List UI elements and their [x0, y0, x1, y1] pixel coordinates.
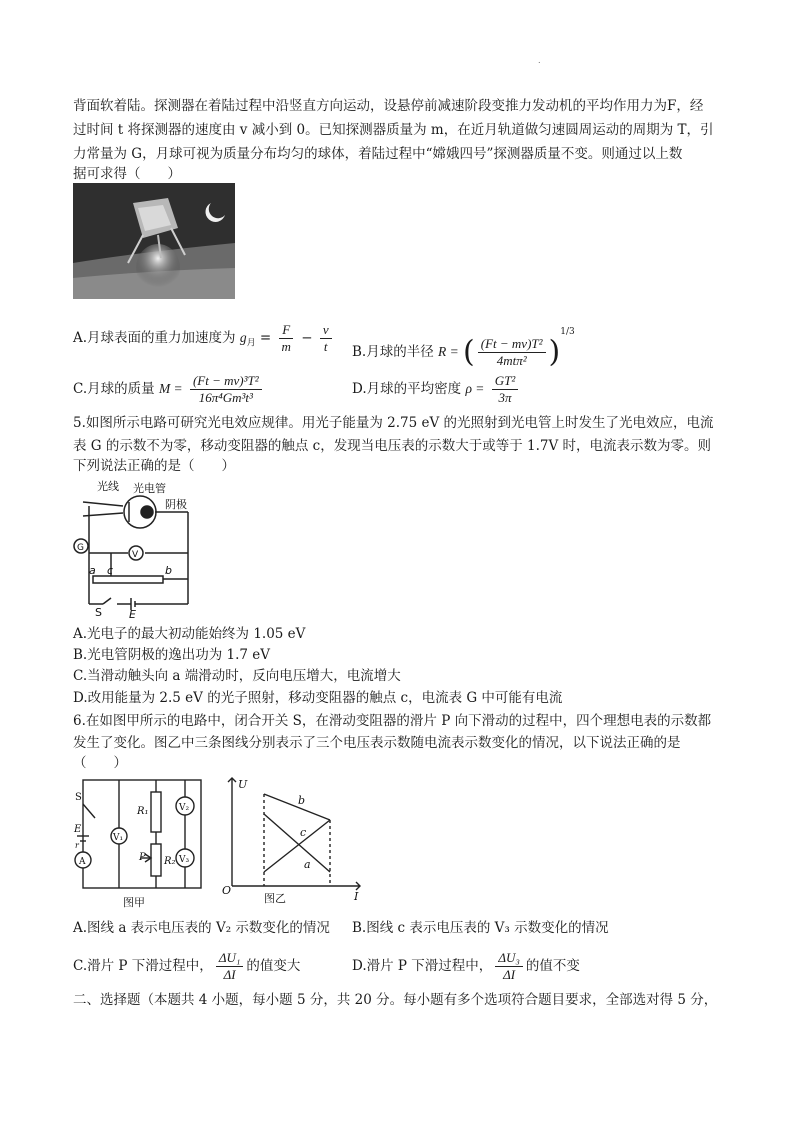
q4-option-b-lhs: R = [438, 344, 459, 359]
q4-option-a-g: g [239, 330, 247, 345]
jia-label-v3: V₃ [179, 855, 190, 865]
q4-option-a[interactable]: A.月球表面的重力加速度为 $g_月$ = $\frac{F}{m}$ − $\frac{v}{t}$ [73, 322, 335, 355]
q4-text-line-1: 背面软着陆。探测器在着陆过程中沿竖直方向运动，设悬停前减速阶段变推力发动机的平均作用力为F，经 [73, 98, 704, 114]
label-cathode: 阴极 [165, 498, 187, 511]
jia-label-s: S [75, 792, 82, 803]
q5-option-d[interactable]: D.改用能量为 2.5 eV 的光子照射，移动变阻器的触点 c，电流表 G 中可能有电流 [73, 690, 563, 706]
lunar-lander-photo [73, 183, 235, 299]
q6-option-d-frac: $\frac{\text{ΔU₃}}{\Delta I}$ [495, 950, 523, 983]
q6-option-d-post: 的值不变 [525, 958, 580, 974]
q6-option-d[interactable] [352, 950, 580, 983]
section-2-heading: 二、选择题（本题共 4 小题，每小题 5 分，共 20 分。每小题有多个选项符合题目要求，全部选对得 5 分， [73, 992, 718, 1008]
q5-option-b[interactable]: B.光电管阴极的逸出功为 1.7 eV [73, 647, 271, 663]
jia-label-v1: V₁ [113, 833, 124, 843]
q4-option-d-frac: $\frac{\text{GT²}}{3\pi}$ [492, 373, 519, 406]
q5-option-a[interactable]: A.光电子的最大初动能始终为 1.05 eV [73, 626, 306, 642]
q4-option-c-label: C.月球的质量 [73, 381, 155, 397]
q5-text-line-1: 5.如图所示电路可研究光电效应规律。用光子能量为 2.75 eV 的光照射到光电管上时发生了光电效应，电流 [73, 415, 714, 431]
q4-option-a-label: A.月球表面的重力加速度为 [73, 330, 236, 346]
q4-option-b-exp: 1/3 [560, 327, 575, 337]
q4-option-c-frac: $\frac{\text{(Ft − mv)³T²}}{\text{16π⁴Gm³t³}}$ [190, 373, 262, 406]
q5-text-line-3: 下列说法正确的是（ ） [73, 458, 235, 474]
q6-text-line-1: 6.在如图甲所示的电路中，闭合开关 S，在滑动变阻器的滑片 P 向下滑动的过程中，四个理想电表的示数都 [73, 713, 712, 729]
label-voltmeter: V [132, 550, 139, 560]
q4-option-d[interactable] [352, 373, 521, 406]
q4-option-b-frac: $\frac{\text{(Ft − mv)T²}}{\text{4mtπ²}}$ [478, 336, 546, 369]
jia-label-a: A [79, 857, 86, 867]
jia-caption: 图甲 [123, 896, 145, 909]
q4-option-a-frac1: $\frac{F}{m}$ [279, 322, 294, 355]
jia-label-r2: R₂ [164, 856, 176, 867]
q4-option-c-lhs: M = [158, 381, 183, 396]
label-galvanometer: G [77, 543, 84, 553]
q6-option-c-pre: C.滑片 P 下滑过程中， [73, 958, 213, 974]
yi-axis-i: I [354, 890, 359, 903]
q6-option-c-post: 的值变大 [246, 958, 301, 974]
label-phototube: 光电管 [133, 482, 166, 495]
q6-option-d-pre: D.滑片 P 下滑过程中， [352, 958, 493, 974]
yi-line-b: b [298, 794, 306, 807]
photoelectric-circuit-diagram [73, 478, 203, 618]
yi-line-a: a [304, 858, 311, 871]
q4-option-d-label: D.月球的平均密度 [352, 381, 462, 397]
label-a: a [89, 564, 96, 577]
q6-text-line-2: 发生了变化。图乙中三条图线分别表示了三个电压表示数随电流表示数变化的情况，以下说法正确的是 [73, 735, 681, 751]
q4-option-c[interactable] [73, 373, 265, 406]
graph-yi [218, 774, 368, 912]
q4-option-a-sub: 月 [246, 338, 256, 349]
q6-option-b[interactable]: B.图线 c 表示电压表的 V₃ 示数变化的情况 [352, 920, 609, 936]
q4-text-line-2: 过时间 t 将探测器的速度由 v 减小到 0。已知探测器质量为 m，在近月轨道做匀速圆周运动的周期为 T，引 [73, 122, 714, 138]
label-emf: E [129, 608, 136, 618]
jia-label-p: P [139, 852, 146, 863]
q6-option-c[interactable] [73, 950, 300, 983]
q5-text-line-2: 表 G 的示数不为零，移动变阻器的触点 c，发现当电压表的示数大于或等于 1.7V 时，电流表示数为零。则 [73, 438, 712, 454]
label-c: c [107, 564, 114, 577]
q6-text-line-3: （ ） [73, 755, 127, 771]
q4-option-a-frac2: $\frac{v}{t}$ [320, 322, 332, 355]
yi-caption: 图乙 [264, 892, 286, 905]
page-mark: . [538, 56, 541, 65]
label-light: 光线 [97, 480, 119, 493]
circuit-diagram-jia [73, 774, 213, 912]
q5-option-c[interactable]: C.当滑动触头向 a 端滑动时，反向电压增大，电流增大 [73, 668, 401, 684]
yi-line-c: c [300, 826, 307, 839]
jia-label-v2: V₂ [179, 803, 190, 813]
q4-option-b-label: B.月球的半径 [352, 344, 434, 360]
label-switch: S [95, 606, 102, 618]
jia-label-e: E [74, 824, 82, 835]
q4-option-b[interactable]: B.月球的半径 R = ( $\frac{\text{(Ft − mv)T²}}{\text{4mtπ²}}$ )$^{1/3}$ [352, 327, 575, 370]
q4-text-line-4: 据可求得（ ） [73, 166, 181, 182]
q6-option-c-frac: $\frac{\text{ΔU₁}}{\Delta I}$ [216, 950, 244, 983]
jia-label-r: r [75, 841, 79, 850]
q6-option-a[interactable]: A.图线 a 表示电压表的 V₂ 示数变化的情况 [73, 920, 330, 936]
label-b: b [165, 564, 172, 577]
q4-option-d-lhs: ρ = [465, 381, 485, 396]
jia-label-r1: R₁ [137, 806, 149, 817]
q4-text-line-3: 力常量为 G，月球可视为质量分布均匀的球体，着陆过程中“嫦娥四号”探测器质量不变。则通过以上数 [73, 146, 683, 162]
yi-axis-u: U [238, 778, 248, 791]
yi-origin: O [222, 884, 232, 897]
